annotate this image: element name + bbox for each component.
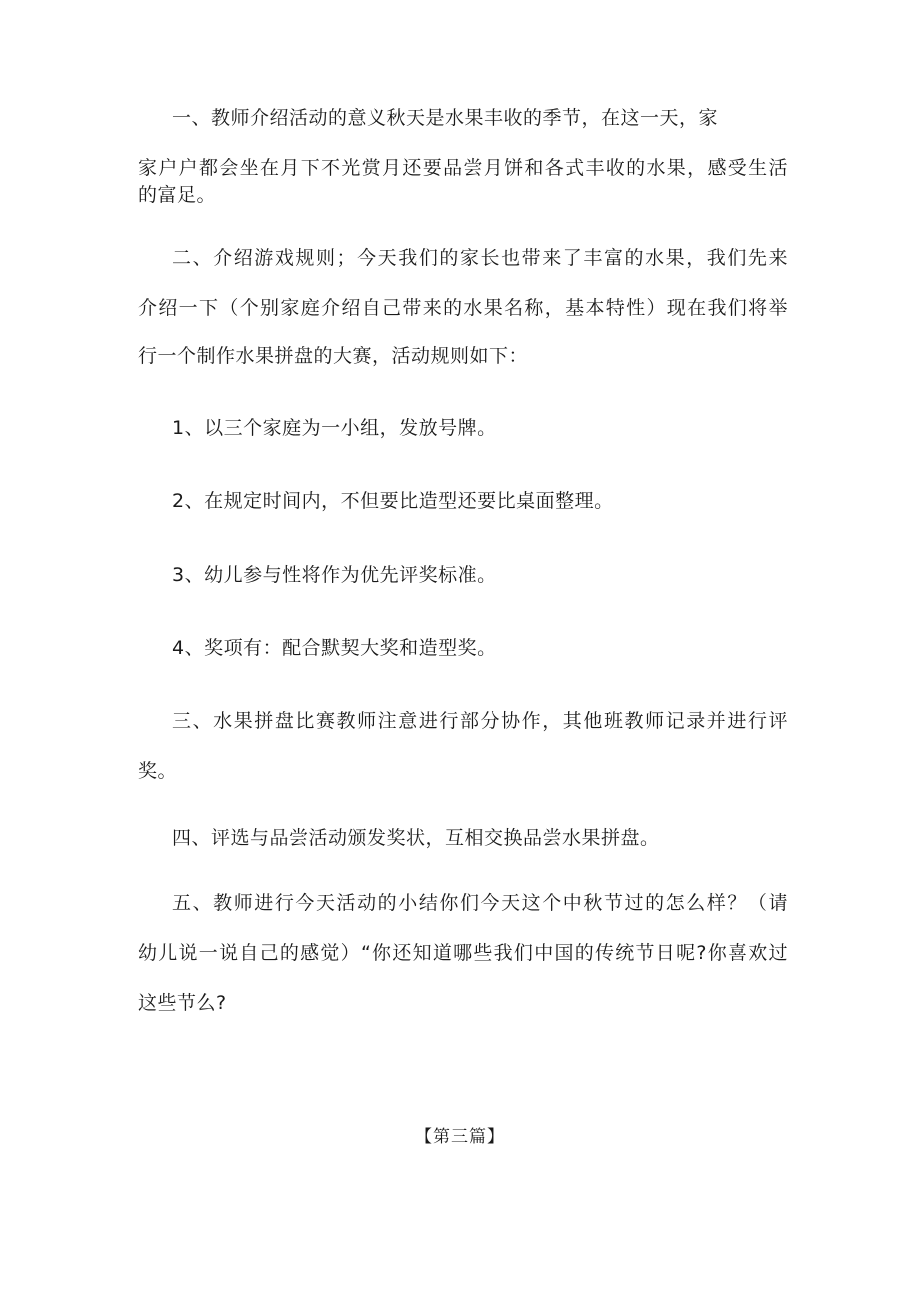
- paragraph-1-line-3: 的富足。: [138, 184, 217, 206]
- paragraph-1-line-1: 一、教师介绍活动的意义秋天是水果丰收的季节，在这一天，家: [172, 107, 719, 129]
- paragraph-2-line-2: 介绍一下（个别家庭介绍自己带来的水果名称，基本特性）现在我们将举: [138, 297, 788, 319]
- rule-item-1: 1、以三个家庭为一小组，发放号牌。: [172, 417, 497, 439]
- paragraph-1-line-2: 家户户都会坐在月下不光赏月还要品尝月饼和各式丰收的水果，感受生活: [138, 157, 788, 179]
- rule-item-4: 4、奖项有：配合默契大奖和造型奖。: [172, 637, 497, 659]
- paragraph-2-line-1: 二、介绍游戏规则；今天我们的家长也带来了丰富的水果，我们先来: [172, 247, 788, 269]
- paragraph-5-line-1: 五、教师进行今天活动的小结你们今天这个中秋节过的怎么样？（请: [172, 892, 788, 914]
- paragraph-3-line-1: 三、水果拼盘比赛教师注意进行部分协作，其他班教师记录并进行评: [172, 710, 788, 732]
- rule-item-3: 3、幼儿参与性将作为优先评奖标准。: [172, 564, 497, 586]
- paragraph-3-line-2: 奖。: [138, 760, 178, 782]
- paragraph-4-line-1: 四、评选与品尝活动颁发奖状，互相交换品尝水果拼盘。: [172, 827, 660, 849]
- paragraph-5-line-3: 这些节么?: [138, 992, 227, 1014]
- rule-item-2: 2、在规定时间内，不但要比造型还要比桌面整理。: [172, 490, 614, 512]
- paragraph-5-line-2: 幼儿说一说自己的感觉）“你还知道哪些我们中国的传统节日呢?你喜欢过: [138, 942, 788, 964]
- section-heading: 【第三篇】: [415, 1127, 505, 1147]
- paragraph-2-line-3: 行一个制作水果拼盘的大赛，活动规则如下：: [138, 345, 529, 367]
